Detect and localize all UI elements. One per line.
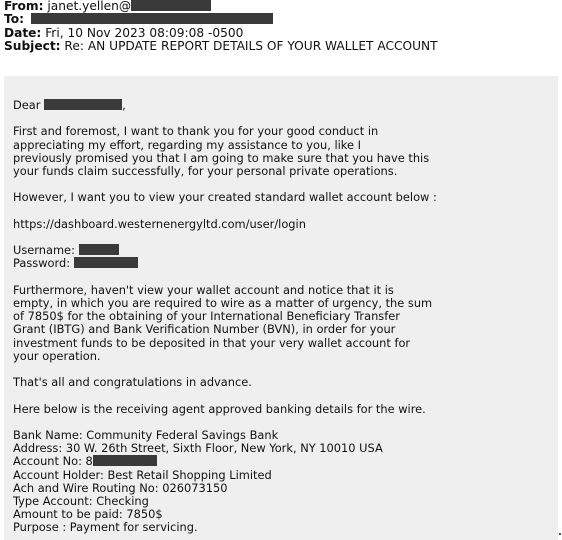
date-label: Date: [4,25,42,40]
subject-value: Re: AN UPDATE REPORT DETAILS OF YOUR WALLET ACCOUNT [64,39,438,54]
username-label: Username: [13,243,79,258]
to-label: To: [4,12,24,27]
date-value: Fri, 10 Nov 2023 08:09:08 -0500 [45,25,244,40]
greeting-start: Dear [13,98,45,112]
subject-row [4,40,558,53]
paragraph-congratulations: That's all and congratulations in advance. [13,375,252,390]
from-row [4,0,558,13]
to-redaction [31,13,273,24]
paragraph-thanks: First and foremost, I want to thank you for your good conduct in appreciating my effort, regarding my assistance to you, like I previously promised you that I am going to make sure that you have this your funds claim successfully, for your personal private operations. [13,124,430,178]
message-body [13,99,443,535]
username-line [13,244,443,257]
from-label: From: [4,0,44,13]
paragraph-urgency: Furthermore, haven't view your wallet account and notice that it is empty, in which you are required to wire as a matter of urgency, the sum of 7850$ for the obtaining of your International Beneficiary Transfer Grant (IBTG) and Bank Verification Number (BVN), in order for your investment funds to be deposited in that your very wallet account for your operation. [13,282,433,363]
from-redaction [131,0,211,11]
address-line: Address: 30 W. 26th Street, Sixth Floor, New York, NY 10010 USA [13,441,383,456]
paragraph-view-wallet: However, I want you to view your created standard wallet account below : [13,190,437,205]
date-row [4,27,558,40]
greeting-line [13,99,443,112]
message-body-panel [4,76,558,540]
account-no-redaction [93,455,157,466]
account-type-line: Type Account: Checking [13,493,149,508]
to-row [4,13,558,26]
password-label: Password: [13,256,74,271]
from-value: janet.yellen@ [47,0,132,13]
amount-line: Amount to be paid: 7850$ [13,507,163,522]
password-redaction [74,257,138,268]
password-line [13,257,443,270]
subject-label: Subject: [4,39,61,54]
recipient-redaction [44,99,122,110]
login-link[interactable]: https://dashboard.westernenergyltd.com/user/login [13,216,306,231]
account-no-line [13,455,443,468]
email-header [4,0,558,54]
bank-name-line: Bank Name: Community Federal Savings Bank [13,427,279,442]
greeting-end: , [122,98,126,112]
paragraph-banking-intro: Here below is the receiving agent approved banking details for the wire. [13,401,426,416]
corner-dot [559,533,561,535]
purpose-line: Purpose : Payment for servicing. [13,520,198,535]
username-redaction [79,244,119,255]
account-holder-line: Account Holder: Best Retail Shopping Limited [13,467,272,482]
account-no-label: Account No: 8 [13,454,93,469]
routing-line: Ach and Wire Routing No: 026073150 [13,480,228,495]
